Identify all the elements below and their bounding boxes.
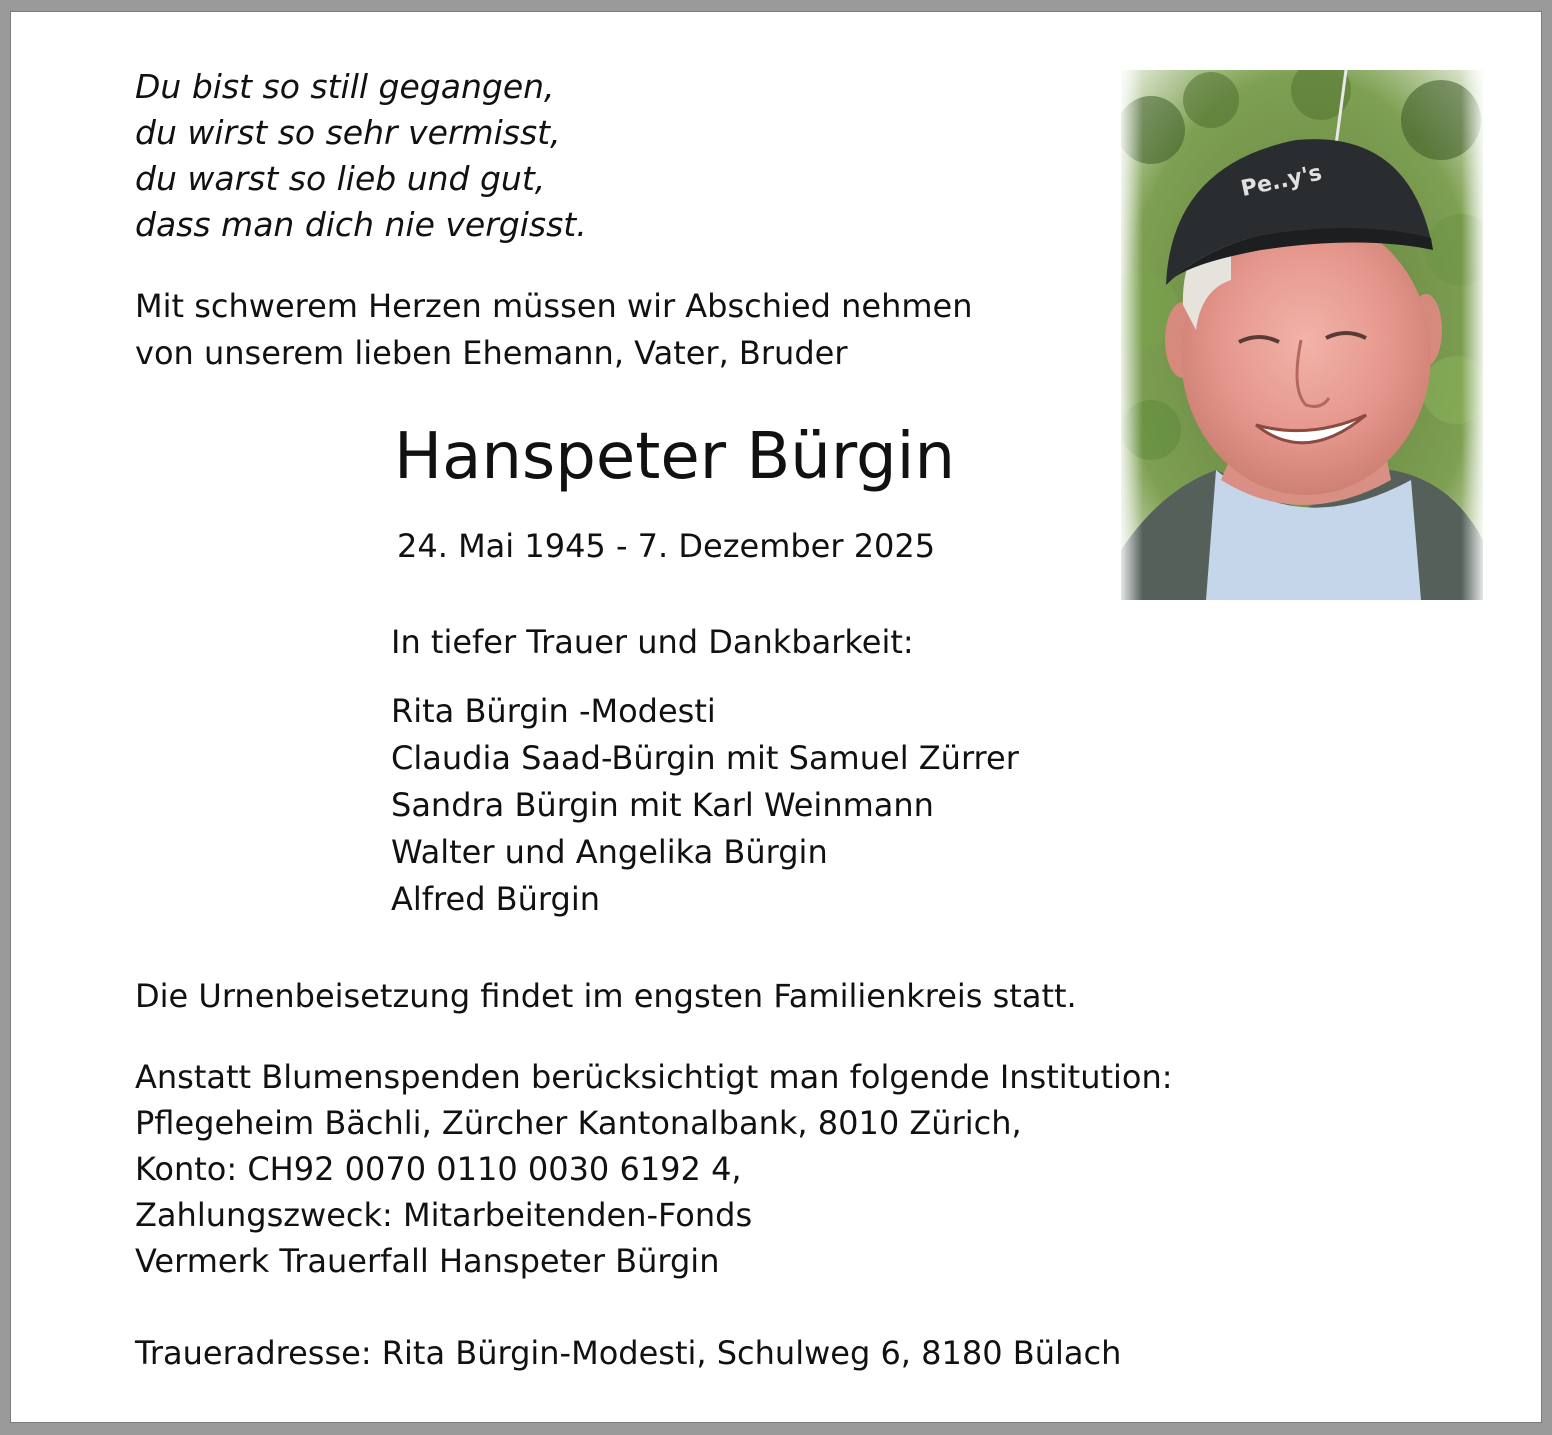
donation-line: Zahlungszweck: Mitarbeitenden-Fonds (135, 1196, 753, 1234)
poem-line: du wirst so sehr vermisst, (135, 113, 561, 152)
poem-line: du warst so lieb und gut, (135, 159, 546, 198)
mourning-address: Traueradresse: Rita Bürgin-Modesti, Schulweg 6, 8180 Bülach (135, 1334, 1122, 1372)
donation-line: Konto: CH92 0070 0110 0030 6192 4, (135, 1150, 742, 1188)
mourner-name: Sandra Bürgin mit Karl Weinmann (391, 786, 934, 824)
mourner-name: Walter und Angelika Bürgin (391, 833, 828, 871)
donation-line: Anstatt Blumenspenden berücksichtigt man folgende Institution: (135, 1058, 1173, 1096)
life-dates: 24. Mai 1945 - 7. Dezember 2025 (397, 527, 936, 565)
donation-line: Pflegeheim Bächli, Zürcher Kantonalbank, 8010 Zürich, (135, 1104, 1022, 1142)
intro-line: von unserem lieben Ehemann, Vater, Bruder (135, 334, 848, 372)
burial-note: Die Urnenbeisetzung findet im engsten Familienkreis statt. (135, 977, 1077, 1015)
mourner-name: Alfred Bürgin (391, 880, 600, 918)
mourners-heading: In tiefer Trauer und Dankbarkeit: (391, 623, 914, 661)
poem-line: Du bist so still gegangen, (135, 67, 555, 106)
obituary-card (10, 11, 1542, 1423)
intro-line: Mit schwerem Herzen müssen wir Abschied nehmen (135, 287, 973, 325)
donation-line: Vermerk Trauerfall Hanspeter Bürgin (135, 1242, 720, 1280)
mourner-name: Claudia Saad-Bürgin mit Samuel Zürrer (391, 739, 1019, 777)
mourner-name: Rita Bürgin -Modesti (391, 692, 716, 730)
portrait-photo (1121, 70, 1483, 600)
poem-line: dass man dich nie vergisst. (135, 205, 587, 244)
deceased-name: Hanspeter Bürgin (394, 420, 955, 494)
